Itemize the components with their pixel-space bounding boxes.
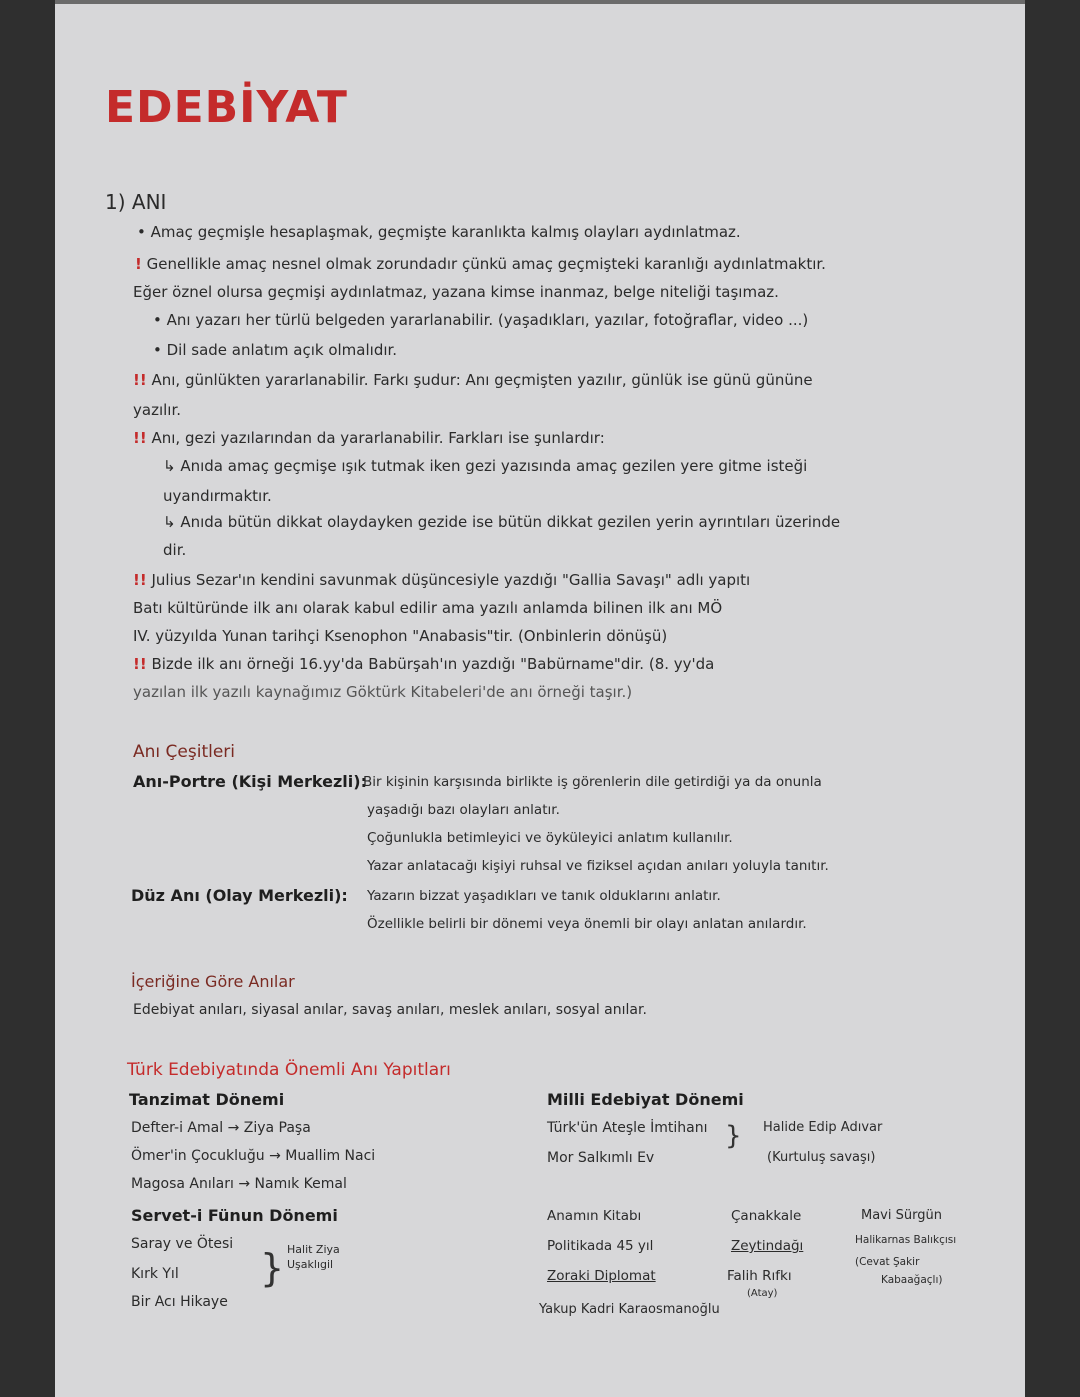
col3-item: Mavi Sürgün: [861, 1208, 942, 1223]
col1-footer: Yakup Kadri Karaosmanoğlu: [539, 1302, 720, 1317]
col1-item: Anamın Kitabı: [547, 1208, 642, 1224]
ani-line-4: • Anı yazarı her türlü belgeden yararlanabilir. (yaşadıkları, yazılar, fotoğraflar, video ...): [153, 311, 809, 329]
ani-line-6: !! Anı, günlükten yararlanabilir. Farkı şudur: Anı geçmişten yazılır, günlük ise günü gününe: [133, 371, 813, 389]
ani-line-10: uyandırmaktır.: [163, 487, 272, 505]
col3-item: Kabaağaçlı): [881, 1274, 943, 1286]
milli-item: Türk'ün Ateşle İmtihanı: [547, 1120, 708, 1136]
ani-line-17: yazılan ilk yazılı kaynağımız Göktürk Kitabeleri'de anı örneği taşır.): [133, 683, 633, 701]
col3-item: Halikarnas Balıkçısı: [855, 1234, 957, 1246]
exclamation-mark: !!: [133, 655, 147, 673]
tanzimat-item: Magosa Anıları → Namık Kemal: [131, 1176, 347, 1192]
servet-item: Bir Acı Hikaye: [131, 1294, 228, 1310]
ani-cesitleri-heading: Anı Çeşitleri: [133, 742, 235, 762]
ani-line-7: yazılır.: [133, 401, 182, 419]
col2-item: Falih Rıfkı: [727, 1268, 792, 1284]
col2-item: Çanakkale: [731, 1208, 802, 1224]
ani-line-11: ↳ Anıda bütün dikkat olaydayken gezide ise bütün dikkat gezilen yerin ayrıntıları üzerinde: [163, 513, 841, 531]
duz-ani-label: Düz Anı (Olay Merkezli):: [131, 886, 348, 905]
exclamation-mark: !: [135, 255, 142, 273]
brace-icon: }: [725, 1121, 742, 1151]
exclamation-mark: !!: [133, 371, 147, 389]
servet-item: Saray ve Ötesi: [131, 1236, 234, 1252]
ani-line-2: ! Genellikle amaç nesnel olmak zorundadır çünkü amaç geçmişteki karanlığı aydınlatmaktır.: [135, 255, 826, 273]
ani-portre-line-3: Çoğunlukla betimleyici ve öyküleyici anlatım kullanılır.: [367, 830, 733, 846]
tanzimat-title: Tanzimat Dönemi: [129, 1090, 285, 1109]
ani-line-1: • Amaç geçmişle hesaplaşmak, geçmişte karanlıkta kalmış olayları aydınlatmaz.: [137, 223, 741, 241]
ani-line-14: Batı kültüründe ilk anı olarak kabul edilir ama yazılı anlamda bilinen ilk anı MÖ: [133, 599, 723, 617]
tanzimat-item: Ömer'in Çocukluğu → Muallim Naci: [131, 1148, 376, 1164]
servet-item: Kırk Yıl: [131, 1266, 179, 1282]
brace-icon: }: [260, 1246, 285, 1290]
col2-item: (Atay): [747, 1288, 778, 1299]
onemli-yapitlar-heading: Türk Edebiyatında Önemli Anı Yapıtları: [127, 1060, 451, 1080]
ani-portre-line-2: yaşadığı bazı olayları anlatır.: [367, 802, 560, 818]
milli-author: Halide Edip Adıvar: [763, 1120, 883, 1135]
page-title: EDEBİYAT: [105, 82, 348, 133]
duz-ani-line-1: Yazarın bizzat yaşadıkları ve tanık olduklarını anlatır.: [367, 888, 721, 904]
servet-title: Servet-i Fünun Dönemi: [131, 1206, 338, 1225]
ani-portre-line-1: Bir kişinin karşısında birlikte iş görenlerin dile getirdiği ya da onunla: [363, 774, 822, 790]
page-top-edge: [55, 0, 1025, 4]
tanzimat-item: Defter-i Amal → Ziya Paşa: [131, 1120, 311, 1136]
ani-line-8: !! Anı, gezi yazılarından da yararlanabilir. Farkları ise şunlardır:: [133, 429, 605, 447]
col1-item: Politikada 45 yıl: [547, 1238, 654, 1254]
icerige-gore-line: Edebiyat anıları, siyasal anılar, savaş anıları, meslek anıları, sosyal anılar.: [133, 1002, 647, 1018]
exclamation-mark: !!: [133, 429, 147, 447]
col2-item: Zeytindağı: [731, 1238, 804, 1254]
ani-line-12: dir.: [163, 541, 187, 559]
ani-portre-line-4: Yazar anlatacağı kişiyi ruhsal ve fiziksel açıdan anıları yoluyla tanıtır.: [367, 858, 829, 874]
ani-line-13: !! Julius Sezar'ın kendini savunmak düşüncesiyle yazdığı "Gallia Savaşı" adlı yapıtı: [133, 571, 751, 589]
notebook-page: [55, 0, 1025, 1397]
ani-line-15: IV. yüzyılda Yunan tarihçi Ksenophon "Anabasis"tir. (Onbinlerin dönüşü): [133, 627, 668, 645]
exclamation-mark: !!: [133, 571, 147, 589]
milli-item: Mor Salkımlı Ev: [547, 1150, 655, 1166]
col1-item: Zoraki Diplomat: [547, 1268, 656, 1284]
servet-author: Halit Ziya Uşaklıgil: [287, 1243, 340, 1271]
ani-line-9: ↳ Anıda amaç geçmişe ışık tutmak iken gezi yazısında amaç gezilen yere gitme isteği: [163, 457, 808, 475]
duz-ani-line-2: Özellikle belirli bir dönemi veya önemli bir olayı anlatan anılardır.: [367, 916, 807, 932]
ani-line-16: !! Bizde ilk anı örneği 16.yy'da Babürşah'ın yazdığı "Babürname"dir. (8. yy'da: [133, 655, 715, 673]
col3-item: (Cevat Şakir: [855, 1256, 920, 1268]
milli-note: (Kurtuluş savaşı): [767, 1150, 876, 1165]
ani-portre-label: Anı-Portre (Kişi Merkezli):: [133, 772, 367, 791]
ani-line-3: Eğer öznel olursa geçmişi aydınlatmaz, yazana kimse inanmaz, belge niteliği taşımaz.: [133, 283, 779, 301]
section-ani-heading: 1) ANI: [105, 190, 167, 214]
icerige-gore-heading: İçeriğine Göre Anılar: [131, 972, 295, 991]
milli-title: Milli Edebiyat Dönemi: [547, 1090, 744, 1109]
ani-line-5: • Dil sade anlatım açık olmalıdır.: [153, 341, 398, 359]
